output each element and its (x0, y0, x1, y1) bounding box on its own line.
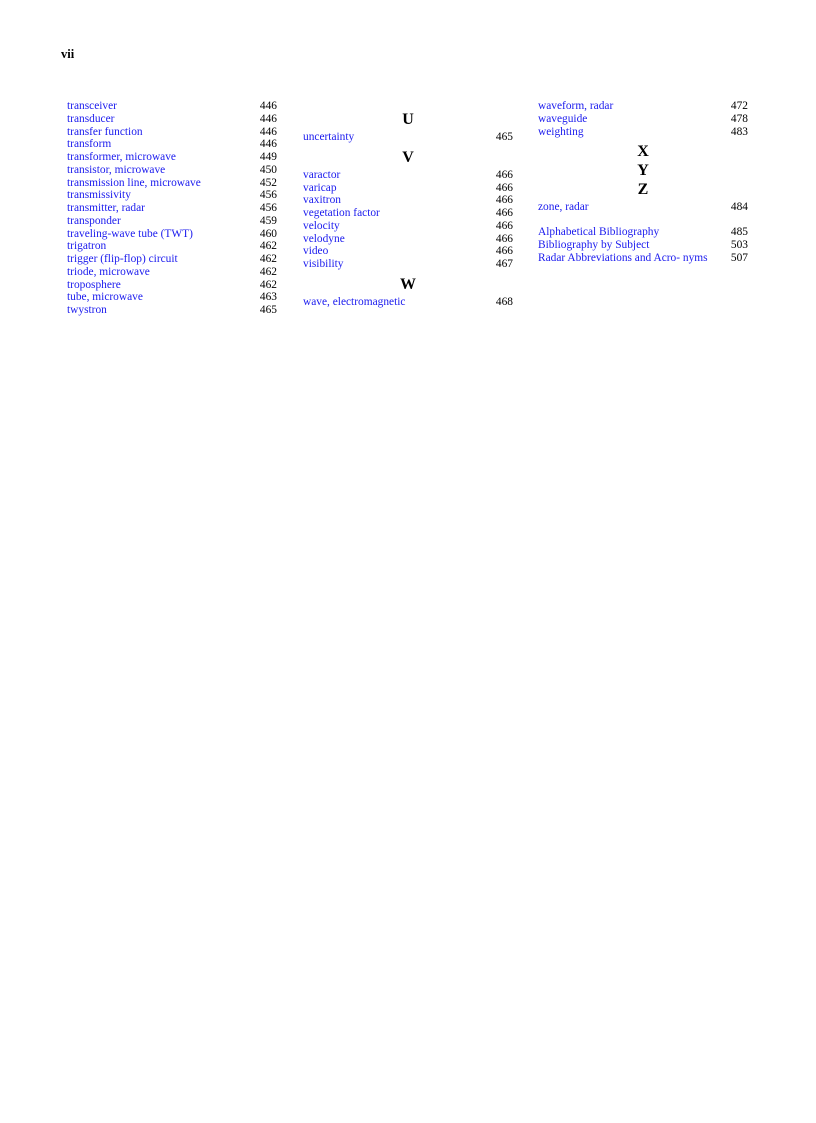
index-entry-link[interactable]: vaxitron (303, 194, 341, 207)
index-entry-page-number: 449 (259, 151, 277, 163)
index-entry-link[interactable]: Radar Abbreviations and Acro- nyms (538, 251, 708, 264)
index-entry-link[interactable]: transponder (67, 214, 121, 227)
section-letter-heading: Y (637, 162, 649, 180)
index-entry-link[interactable]: waveguide (538, 112, 588, 125)
index-entry-page-number: 456 (259, 189, 277, 202)
index-entry-page-number: 466 (495, 207, 513, 219)
index-entry (538, 201, 748, 214)
index-entry-link[interactable]: triode, microwave (67, 265, 150, 278)
index-entry-link[interactable]: tube, microwave (67, 291, 143, 304)
index-entry-page-number: 467 (495, 258, 513, 270)
index-entry (303, 182, 513, 195)
index-entry-page-number: 446 (259, 100, 277, 112)
index-entry-link[interactable]: video (303, 245, 329, 258)
page-number: vii (61, 47, 75, 61)
index-entry (67, 100, 277, 113)
index-entry-page-number: 459 (259, 214, 277, 227)
index-entry-link[interactable]: weighting (538, 125, 584, 138)
index-entry-page-number: 446 (259, 125, 277, 138)
index-entry-link[interactable]: waveform, radar (538, 100, 614, 112)
index-entry-link[interactable]: transducer (67, 112, 115, 125)
index-entry-link[interactable]: varicap (303, 181, 337, 194)
index-entry (303, 233, 513, 246)
index-entry-link[interactable]: trigatron (67, 240, 107, 253)
index-column-2 (303, 100, 513, 309)
index-entry-page-number: 466 (495, 181, 513, 194)
index-entry (303, 245, 513, 258)
index-entry (303, 207, 513, 220)
index-entry-page-number: 452 (259, 176, 277, 189)
index-entry (67, 228, 277, 241)
index-entry-page-number: 465 (495, 131, 513, 143)
section-letter-heading: V (402, 148, 414, 166)
index-entry-link[interactable]: transistor, microwave (67, 163, 166, 176)
index-entry (67, 177, 277, 190)
index-entry (67, 138, 277, 151)
index-entry-page-number: 472 (730, 100, 748, 112)
index-entry-link[interactable]: Alphabetical Bibliography (538, 226, 660, 238)
index-entry-page-number: 462 (259, 278, 277, 291)
index-entry-link[interactable]: transform (67, 138, 112, 151)
index-entry-page-number: 478 (730, 112, 748, 125)
index-entry-page-number: 466 (495, 168, 513, 181)
index-entry (538, 100, 748, 113)
index-entry-link[interactable]: transfer function (67, 125, 143, 138)
index-entry (67, 215, 277, 228)
index-entry-link[interactable]: zone, radar (538, 201, 589, 214)
index-entry-link[interactable]: velodyne (303, 232, 345, 245)
index-entry-link[interactable]: wave, electromagnetic (303, 295, 406, 308)
index-entry-page-number: 466 (495, 219, 513, 232)
index-entry (538, 252, 748, 278)
index-entry-link[interactable]: varactor (303, 168, 341, 181)
index-entry (67, 113, 277, 126)
index-entry-link[interactable]: vegetation factor (303, 207, 380, 219)
section-letter-heading: W (400, 275, 416, 293)
index-entry-page-number: 446 (259, 112, 277, 125)
index-entry (538, 113, 748, 126)
index-entry (538, 239, 748, 252)
index-entry (303, 220, 513, 233)
index-entry (303, 194, 513, 207)
index-entry-page-number: 462 (259, 253, 277, 265)
index-entry-link[interactable]: twystron (67, 304, 107, 316)
index-entry (303, 296, 513, 309)
index-entry-page-number: 503 (730, 238, 748, 251)
index-entry (67, 202, 277, 215)
index-entry (67, 291, 277, 304)
section-letter-heading: U (402, 111, 414, 128)
index-entry (303, 131, 513, 144)
section-letter-heading: X (637, 143, 649, 161)
section-letter-heading: Z (637, 181, 649, 199)
index-entry (67, 151, 277, 164)
index-entry-link[interactable]: troposphere (67, 278, 121, 291)
index-entry-page-number: 466 (495, 245, 513, 258)
index-entry (538, 226, 748, 239)
index-entry-page-number: 483 (730, 125, 748, 138)
index-entry-page-number: 507 (730, 251, 748, 264)
index-entry-link[interactable]: traveling-wave tube (TWT) (67, 227, 193, 240)
index-entry-page-number: 462 (259, 265, 277, 278)
index-entry (67, 253, 277, 266)
index-entry (538, 126, 748, 139)
index-entry (303, 169, 513, 182)
index-entry-link[interactable]: transmissivity (67, 189, 131, 202)
index-entry-page-number: 485 (730, 226, 748, 238)
index-entry (67, 164, 277, 177)
index-entry-link[interactable]: velocity (303, 219, 340, 232)
index-column-1 (67, 100, 277, 317)
index-entry (67, 240, 277, 253)
index-entry-link[interactable]: trigger (flip-flop) circuit (67, 253, 178, 265)
index-entry-page-number: 462 (259, 240, 277, 253)
index-entry (67, 126, 277, 139)
index-entry (67, 266, 277, 279)
index-entry-page-number: 446 (259, 138, 277, 151)
index-entry-page-number: 466 (495, 232, 513, 245)
index-entry-page-number: 460 (259, 227, 277, 240)
index-entry-link[interactable]: transformer, microwave (67, 151, 176, 163)
index-entry-page-number: 468 (495, 295, 513, 308)
index-entry-page-number: 463 (259, 291, 277, 304)
index-entry-link[interactable]: visibility (303, 258, 344, 270)
index-entry-page-number: 456 (259, 202, 277, 214)
index-entry-link[interactable]: Bibliography by Subject (538, 238, 650, 251)
index-entry-link[interactable]: transmission line, microwave (67, 176, 201, 189)
index-entry (303, 258, 513, 271)
index-entry-link[interactable]: transmitter, radar (67, 202, 145, 214)
index-entry-page-number: 484 (730, 201, 748, 214)
index-entry-page-number: 450 (259, 163, 277, 176)
index-entry-page-number: 466 (495, 194, 513, 207)
index-column-3 (538, 100, 748, 277)
section-spacer (538, 214, 748, 226)
index-entry-link[interactable]: transceiver (67, 100, 117, 112)
index-entry (67, 279, 277, 292)
index-entry-link[interactable]: uncertainty (303, 131, 355, 143)
index-entry (67, 189, 277, 202)
index-entry-page-number: 465 (259, 304, 277, 316)
index-entry (67, 304, 277, 317)
